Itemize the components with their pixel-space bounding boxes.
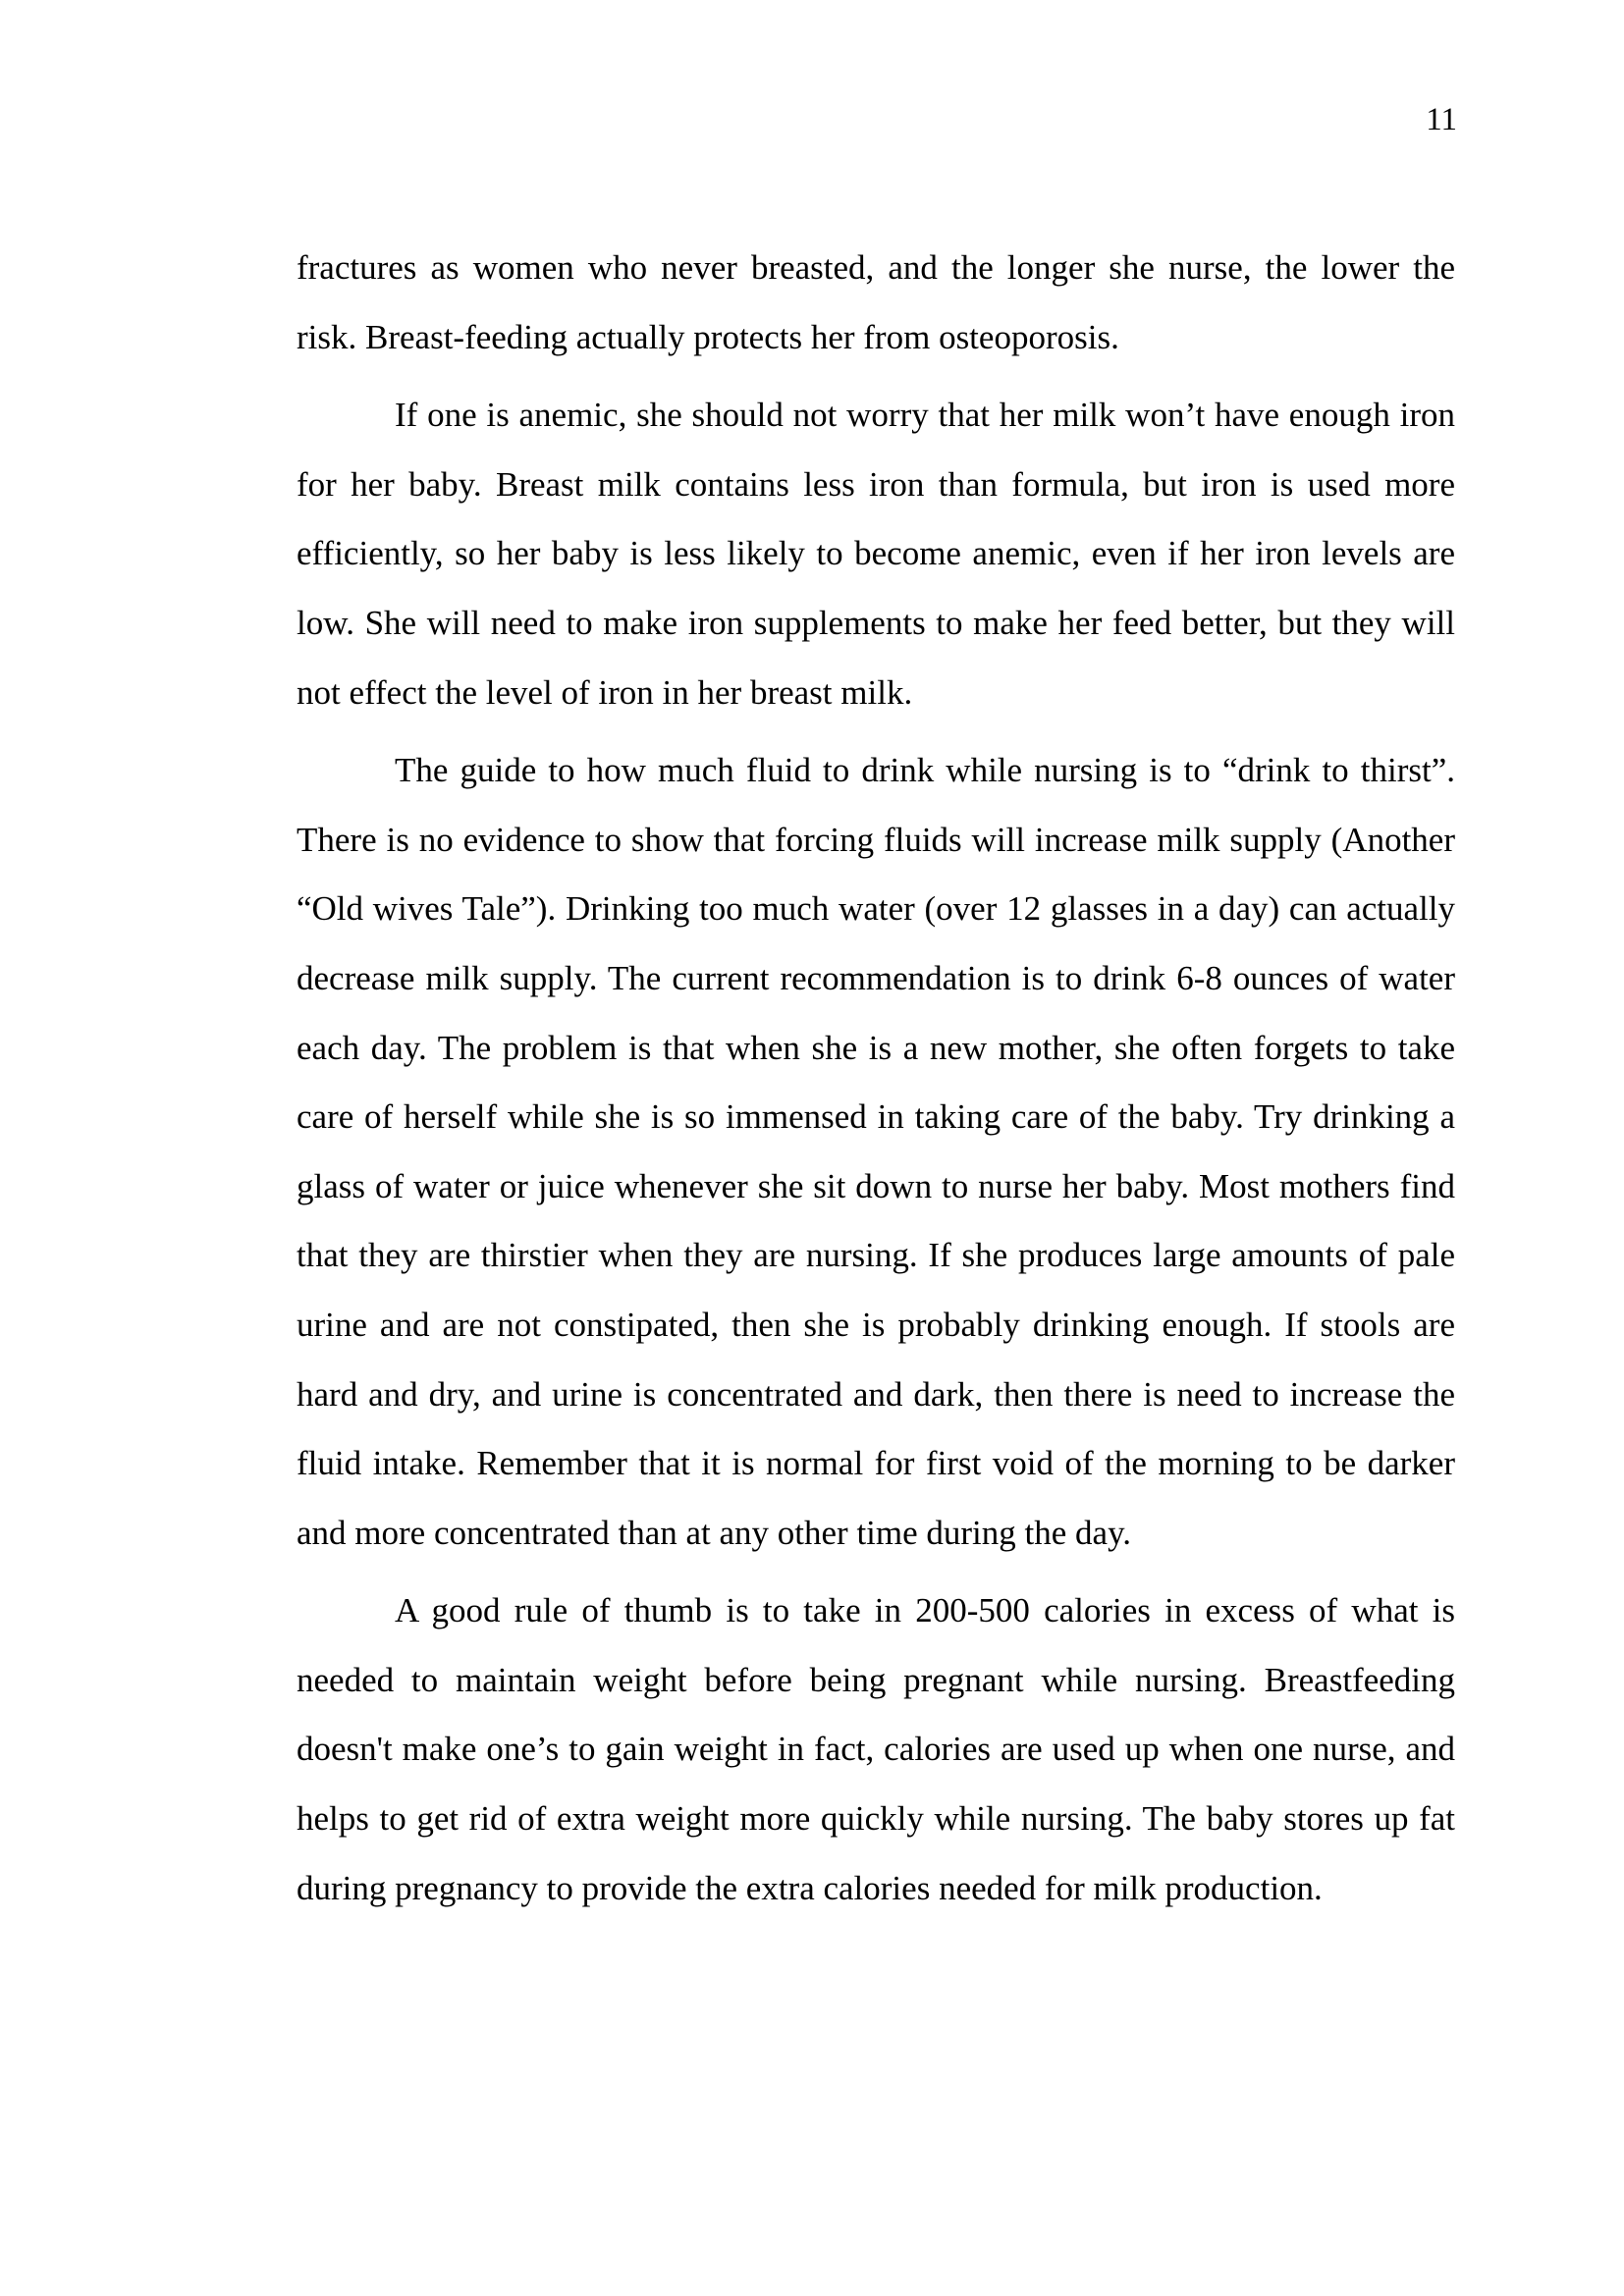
page-number: 11 [1426,102,1457,137]
paragraph-anemia-iron: If one is anemic, she should not worry that her milk won’t have enough iron for her baby. Breast milk contains less iron than formula, but iron is used more efficiently, so her baby is less likely to become anemic, even if her iron levels are low. She will need to make iron supplements to make her feed better, but they will not effect the level of iron in her breast milk. [297,396,1455,712]
paragraph-fluid-intake: The guide to how much fluid to drink while nursing is to “drink to thirst”. There is no evidence to show that forcing fluids will increase milk supply (Another “Old wives Tale”). Drinking too much water (over 12 glasses in a day) can actually decrease milk supply. The current recommendation is to drink 6-8 ounces of water each day. The problem is that when she is a new mother, she often forgets to take care of herself while she is so immensed in taking care of the baby. Try drinking a glass of water or juice whenever she sit down to nurse her baby. Most mothers find that they are thirstier when they are nursing. If she produces large amounts of pale urine and are not constipated, then she is probably drinking enough. If stools are hard and dry, and urine is concentrated and dark, then there is need to increase the fluid intake. Remember that it is normal for first void of the morning to be darker and more concentrated than at any other time during the day. [297,751,1455,1552]
paragraph-osteoporosis: fractures as women who never breasted, and the longer she nurse, the lower the risk. Breast-feeding actually protects her from osteoporosis. [297,248,1455,356]
paragraph-calories: A good rule of thumb is to take in 200-500 calories in excess of what is needed to maintain weight before being pregnant while nursing. Breastfeeding doesn't make one’s to gain weight in fact, calories are used up when one nurse, and helps to get rid of extra weight more quickly while nursing. The baby stores up fat during pregnancy to provide the extra calories needed for milk production. [297,1591,1455,1907]
body-text [297,234,1455,1932]
